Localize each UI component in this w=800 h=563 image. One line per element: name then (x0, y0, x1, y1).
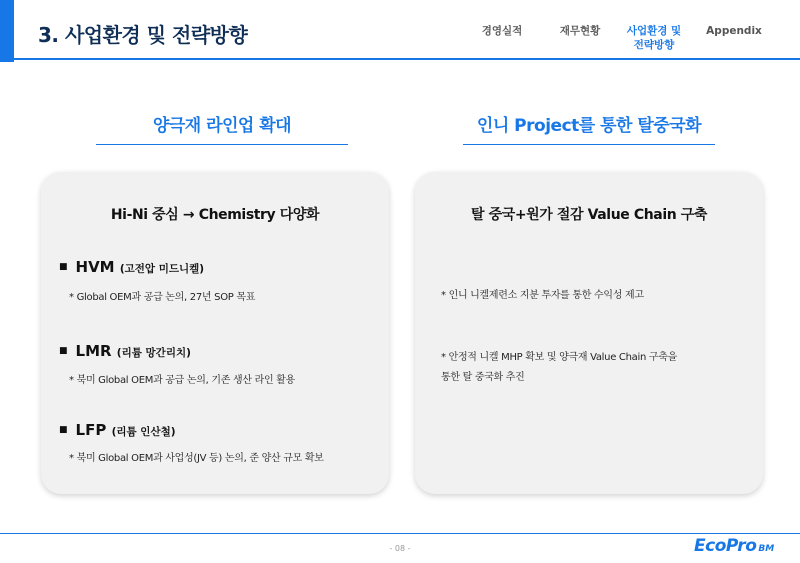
logo-wordmark: EcoPro (694, 536, 757, 556)
point-line: * 안정적 니켈 MHP 확보 및 양극재 Value Chain 구축을 (441, 352, 677, 363)
item-description-hvm: * Global OEM과 공급 논의, 27년 SOP 목표 (69, 292, 256, 303)
point-line: 통한 탈 중국화 추진 (441, 372, 525, 383)
card-title: 탈 중국+원가 절감 Value Chain 구축 (470, 207, 708, 223)
item-description-lmr: * 북미 Global OEM과 공급 논의, 기존 생산 라인 활용 (69, 375, 295, 386)
point-nickel-smelter (441, 286, 644, 306)
page-number: - 08 - (389, 544, 411, 553)
tab-business-environment-line1: 사업환경 및 (626, 25, 682, 37)
section-heading-underline (96, 144, 348, 145)
square-bullet-icon: ■ (59, 262, 68, 272)
item-description-lfp: * 북미 Global OEM과 사업성(JV 등) 논의, 준 양산 규모 확보 (69, 453, 324, 464)
section-heading-indonesia-project: 인니 Project를 통한 탈중국화 (476, 116, 702, 136)
tab-financial-status[interactable]: 재무현황 (559, 25, 601, 37)
card-title: Hi-Ni 중심 → Chemistry 다양화 (110, 207, 320, 223)
square-bullet-icon: ■ (59, 425, 68, 435)
card-cathode-lineup (41, 172, 389, 494)
item-subtitle: (리튬 인산철) (111, 426, 176, 438)
item-name: HVM (75, 258, 115, 276)
tab-business-results[interactable]: 경영실적 (481, 25, 523, 37)
square-bullet-icon: ■ (59, 346, 68, 356)
page-title: 3. 사업환경 및 전략방향 (38, 23, 248, 47)
item-title-lmr (59, 342, 191, 360)
section-heading-cathode-lineup: 양극재 라인업 확대 (152, 116, 292, 136)
item-name: LMR (75, 342, 112, 360)
point-line: * 인니 니켈제련소 지분 투자를 통한 수익성 제고 (441, 290, 644, 301)
logo-suffix: BM (758, 544, 775, 554)
item-subtitle: (고전압 미드니켈) (119, 263, 205, 275)
footer-divider (0, 533, 800, 534)
tab-business-environment-line2: 전략방향 (633, 39, 675, 51)
tab-business-environment[interactable] (623, 24, 685, 52)
point-value-chain (441, 348, 677, 388)
item-subtitle: (리튬 망간리치) (116, 347, 191, 359)
header-divider (0, 58, 800, 60)
header-accent-bar (0, 0, 14, 62)
item-name: LFP (75, 421, 107, 439)
tab-appendix[interactable]: Appendix (706, 25, 762, 37)
item-title-hvm (59, 258, 204, 276)
section-heading-underline (463, 144, 715, 145)
item-title-lfp (59, 421, 176, 439)
ecopro-bm-logo (694, 536, 774, 556)
card-indonesia-project (415, 172, 763, 494)
